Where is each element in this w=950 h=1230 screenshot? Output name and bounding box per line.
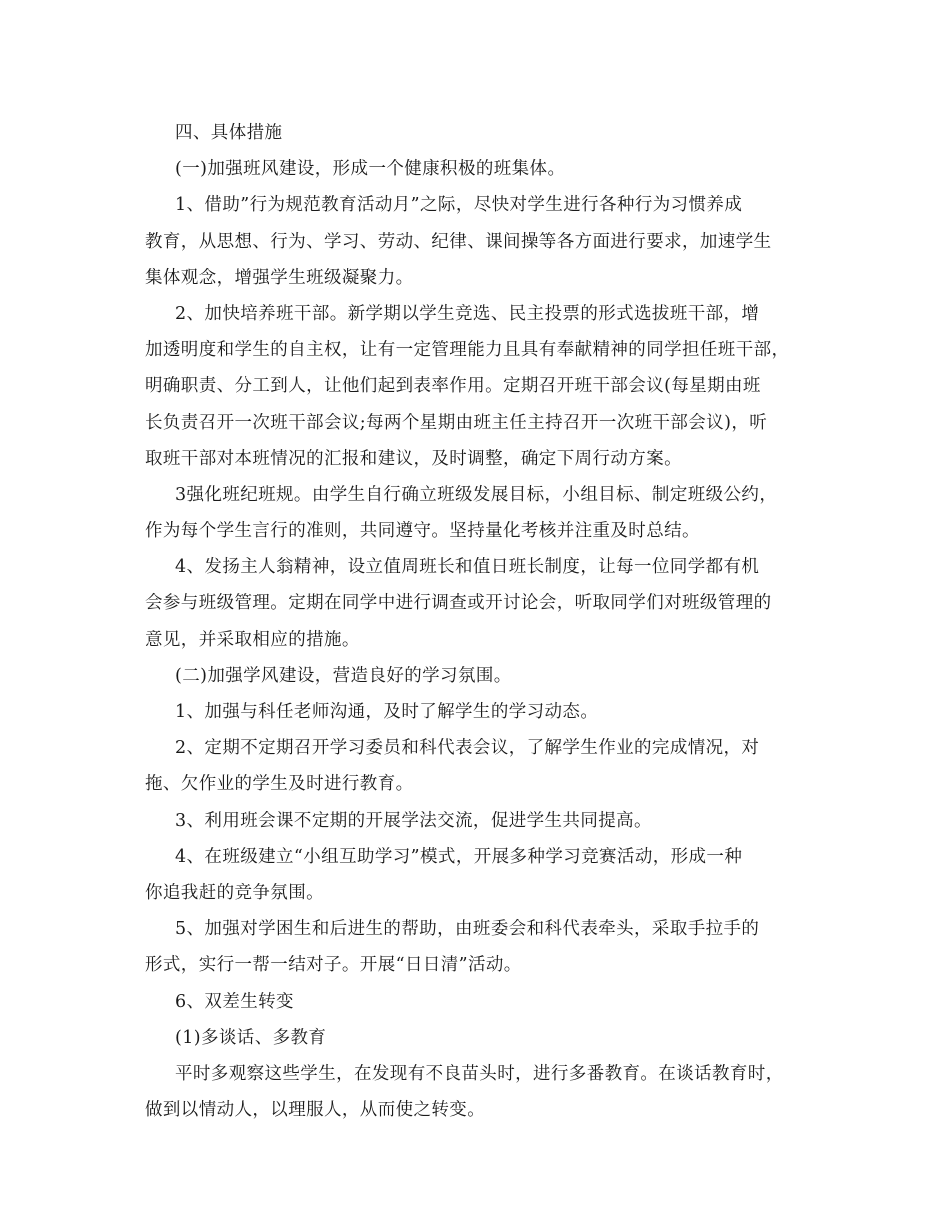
- text-line: (一)加强班风建设，形成一个健康积极的班集体。: [175, 159, 566, 180]
- text-line: (二)加强学风建设，营造良好的学习氛围。: [175, 665, 512, 686]
- text-line: (1)多谈话、多教育: [175, 1027, 327, 1048]
- text-line: 取班干部对本班情况的汇报和建议，及时调整，确定下周行动方案。: [145, 448, 682, 469]
- text-line: 3强化班纪班规。由学生自行确立班级发展目标，小组目标、制定班级公约，: [175, 484, 778, 505]
- text-line: 2、定期不定期召开学习委员和科代表会议，了解学生作业的完成情况，对: [175, 738, 760, 759]
- text-line: 1、加强与科任老师沟通，及时了解学生的学习动态。: [175, 702, 599, 722]
- text-line: 4、发扬主人翁精神，设立值周班长和值日班长制度，让每一位同学都有机: [175, 557, 760, 578]
- text-line: 拖、欠作业的学生及时进行教育。: [145, 774, 414, 795]
- text-line: 做到以情动人，以理服人，从而使之转变。: [145, 1100, 486, 1121]
- text-line: 会参与班级管理。定期在同学中进行调查或开讨论会，听取同学们对班级管理的: [145, 593, 772, 614]
- text-line: 6、双差生转变: [175, 991, 294, 1012]
- text-line: 集体观念，增强学生班级凝聚力。: [145, 267, 414, 288]
- text-line: 5、加强对学困生和后进生的帮助，由班委会和科代表牵头，采取手拉手的: [175, 919, 760, 940]
- text-line: 你追我赶的竞争氛围。: [145, 882, 324, 903]
- text-line: 3、利用班会课不定期的开展学法交流，促进学生共同提高。: [175, 810, 652, 831]
- text-line: 四、具体措施: [175, 123, 283, 143]
- text-line: 平时多观察这些学生，在发现有不良苗头时，进行多番教育。在谈话教育时，: [175, 1063, 784, 1084]
- text-line: 加透明度和学生的自主权，让有一定管理能力且具有奉献精神的同学担任班干部，: [145, 340, 790, 361]
- text-line: 长负责召开一次班干部会议;每两个星期由班主任主持召开一次班干部会议)，听: [145, 412, 768, 433]
- text-line: 1、借助”行为规范教育活动月”之际，尽快对学生进行各种行为习惯养成: [175, 195, 743, 216]
- document-body: [145, 115, 810, 1128]
- text-line: 意见，并采取相应的措施。: [145, 629, 360, 650]
- text-line: 教育，从思想、行为、学习、劳动、纪律、课间操等各方面进行要求，加速学生: [145, 231, 772, 252]
- text-line: 作为每个学生言行的准则，共同遵守。坚持量化考核并注重及时总结。: [145, 521, 700, 542]
- text-line: 明确职责、分工到人，让他们起到表率作用。定期召开班干部会议(每星期由班: [145, 376, 761, 397]
- text-line: 形式，实行一帮一结对子。开展“日日清”活动。: [145, 955, 522, 976]
- text-line: 4、在班级建立“小组互助学习”模式，开展多种学习竞赛活动，形成一种: [175, 846, 743, 867]
- text-line: 2、加快培养班干部。新学期以学生竞选、民主投票的形式选拔班干部，增: [175, 303, 760, 324]
